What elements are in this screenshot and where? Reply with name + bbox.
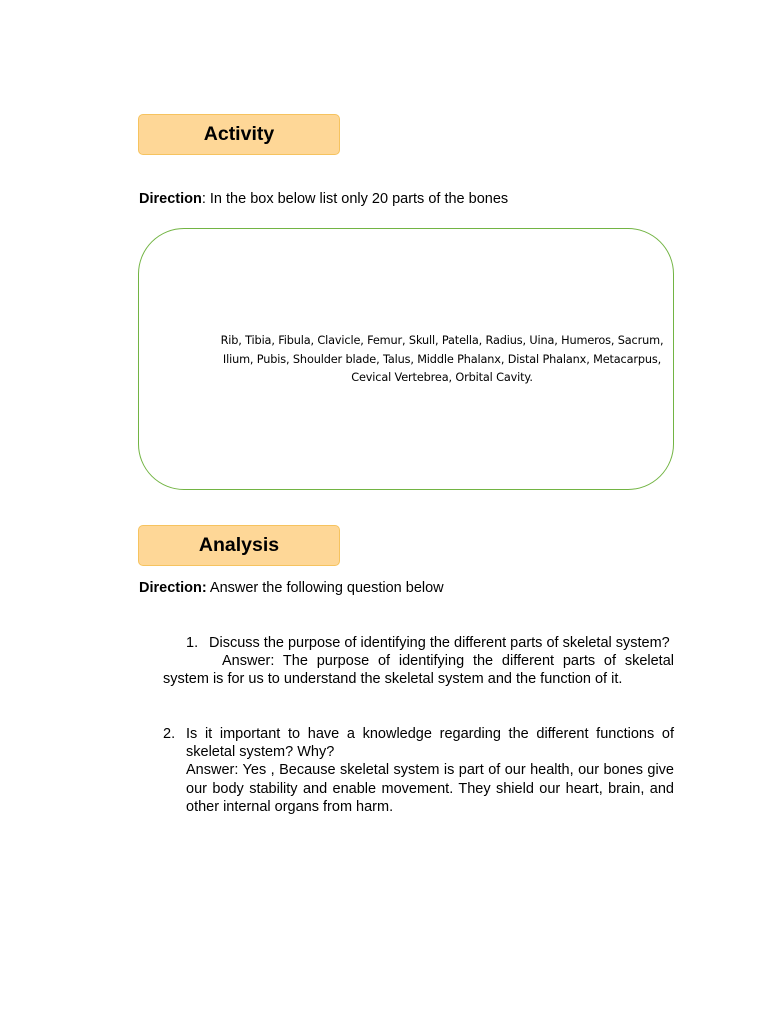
question-text: Discuss the purpose of identifying the different parts of skeletal system? xyxy=(209,635,670,651)
answer-text: Answer: The purpose of identifying the different parts of skeletal system is for us to understand the skeletal system and the function of it. xyxy=(163,653,674,688)
question-number: 1. xyxy=(186,635,199,651)
analysis-direction-text: Answer the following question below xyxy=(206,580,444,596)
question-number: 2. xyxy=(163,726,176,742)
question-item-2 xyxy=(163,725,674,816)
question-text: Is it important to have a knowledge regarding the different functions of skeletal system? Why? xyxy=(186,726,674,761)
activity-heading-badge xyxy=(138,114,340,155)
activity-title: Activity xyxy=(203,123,275,145)
analysis-title: Analysis xyxy=(198,534,280,556)
analysis-heading-badge xyxy=(138,525,340,566)
activity-direction-label: Direction xyxy=(139,191,202,207)
bones-answer-text: Rib, Tibia, Fibula, Clavicle, Femur, Skull, Patella, Radius, Uina, Humeros, Sacrum, Ilium, Pubis, Shoulder blade, Talus, Middle Phalanx, Distal Phalanx, Metacarpus, Cevical Vertebrea, Orbital Cavity. xyxy=(220,334,664,384)
analysis-direction-label: Direction: xyxy=(139,580,207,596)
activity-direction-text: : In the box below list only 20 parts of the bones xyxy=(201,191,509,207)
activity-direction xyxy=(139,190,508,208)
answer-text: Answer: Yes , Because skeletal system is part of our health, our bones give our body stability and enable movement. They shield our heart, brain, and other internal organs from harm. xyxy=(186,762,674,815)
question-item-1 xyxy=(163,634,674,689)
analysis-direction xyxy=(139,579,444,597)
